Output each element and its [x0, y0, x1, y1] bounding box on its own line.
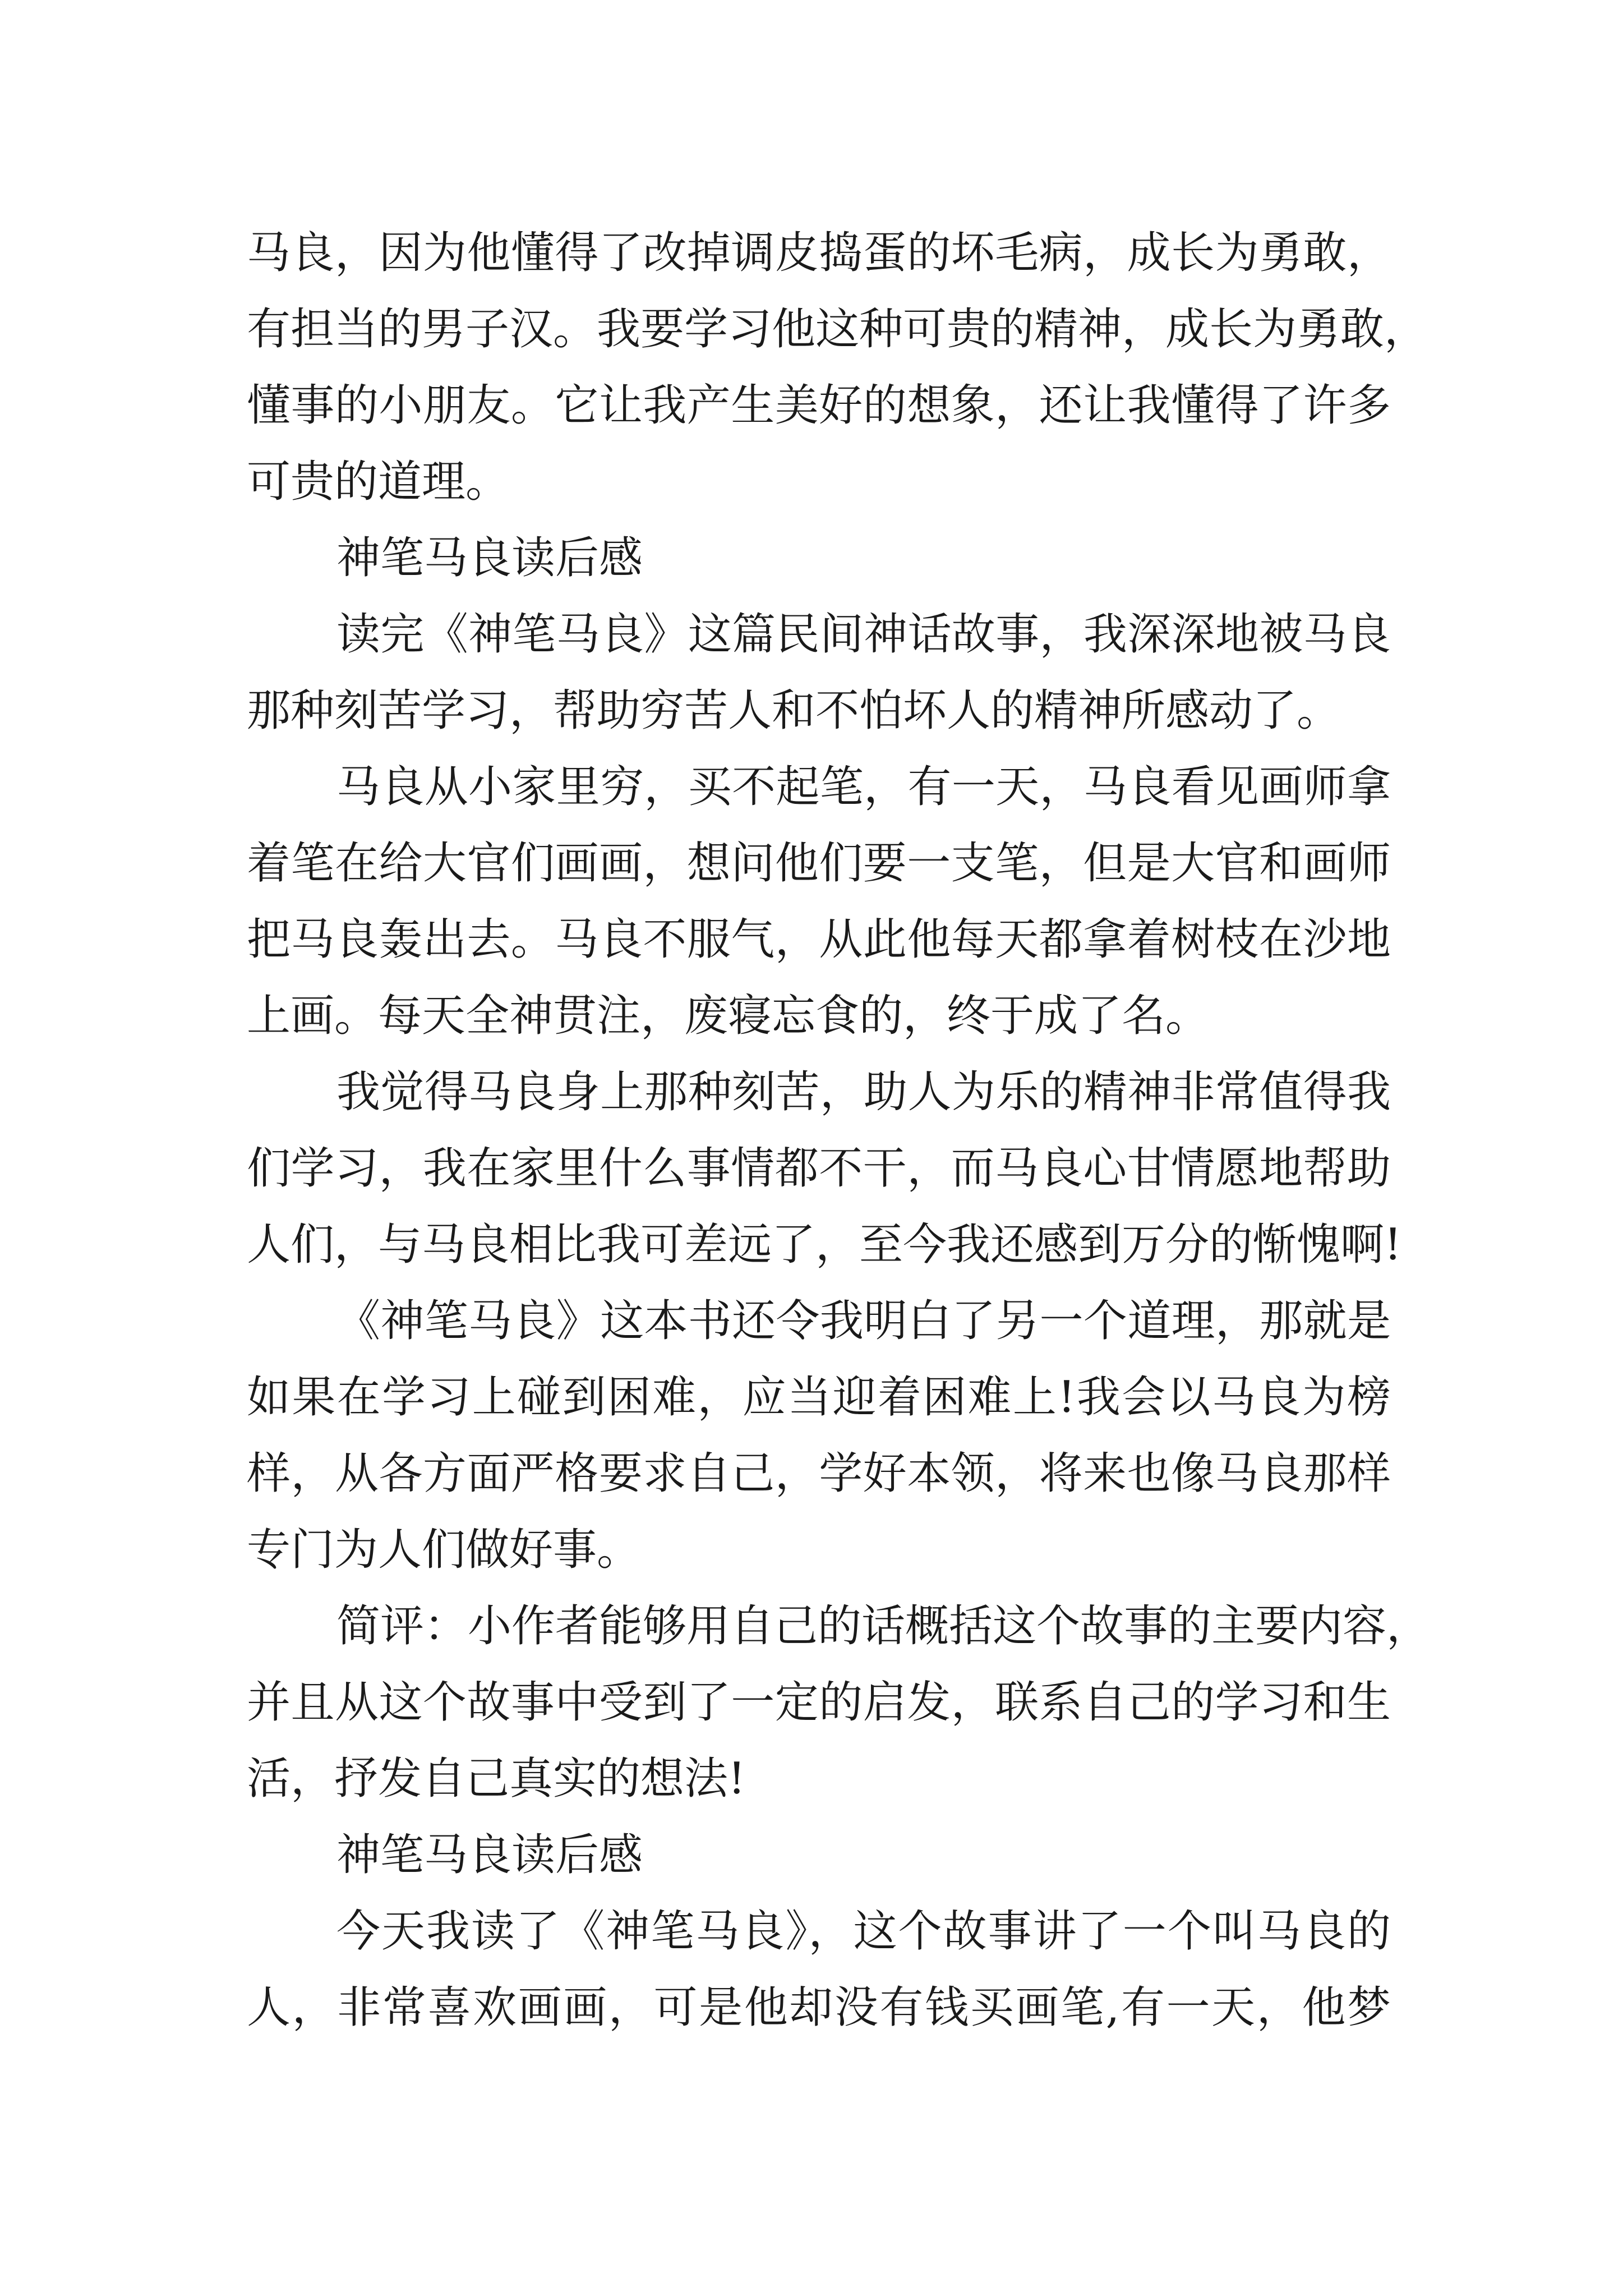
- text-line: 那种刻苦学习，帮助穷苦人和不怕坏人的精神所感动了。: [247, 685, 1341, 736]
- text-line: 可贵的道理。: [247, 457, 510, 507]
- text-line: 们学习，我在家里什么事情都不干，而马良心甘情愿地帮助: [247, 1143, 1391, 1194]
- text-line: 专门为人们做好事。: [247, 1525, 641, 1575]
- text-line: 着笔在给大官们画画，想问他们要一支笔，但是大官和画师: [247, 838, 1391, 889]
- text-line: 活，抒发自己真实的想法!: [247, 1754, 746, 1804]
- text-line: 如果在学习上碰到困难，应当迎着困难上!我会以马良为榜: [247, 1372, 1391, 1423]
- text-line: 人们，与马良相比我可差远了，至今我还感到万分的惭愧啊!: [247, 1220, 1402, 1270]
- document-body: [247, 215, 1431, 2046]
- text-line: 今天我读了《神笔马良》，这个故事讲了一个叫马良的: [336, 1906, 1391, 1957]
- text-line: 上画。每天全神贯注，废寝忘食的，终于成了名。: [247, 991, 1210, 1041]
- text-line: 我觉得马良身上那种刻苦，助人为乐的精神非常值得我: [336, 1067, 1391, 1117]
- text-line: 有担当的男子汉。我要学习他这种可贵的精神，成长为勇敢，: [247, 304, 1428, 355]
- text-line: 人，非常喜欢画画，可是他却没有钱买画笔,有一天，他梦: [247, 1982, 1391, 2033]
- text-line: 把马良轰出去。马良不服气，从此他每天都拿着树枝在沙地: [247, 914, 1391, 965]
- text-line: 并且从这个故事中受到了一定的启发，联系自己的学习和生: [247, 1677, 1391, 1728]
- text-line: 读完《神笔马良》这篇民间神话故事，我深深地被马良: [336, 609, 1391, 660]
- section-heading: 神笔马良读后感: [336, 1830, 643, 1880]
- section-heading: 神笔马良读后感: [336, 533, 643, 583]
- text-line: 懂事的小朋友。它让我产生美好的想象，还让我懂得了许多: [247, 380, 1391, 431]
- text-line: 简评：小作者能够用自己的话概括这个故事的主要内容，: [336, 1601, 1431, 1651]
- text-line: 《神笔马良》这本书还令我明白了另一个道理，那就是: [336, 1296, 1391, 1346]
- text-line: 样，从各方面严格要求自己，学好本领，将来也像马良那样: [247, 1448, 1391, 1499]
- text-line: 马良，因为他懂得了改掉调皮捣蛋的坏毛病，成长为勇敢，: [247, 228, 1391, 278]
- text-line: 马良从小家里穷，买不起笔，有一天，马良看见画师拿: [336, 762, 1391, 812]
